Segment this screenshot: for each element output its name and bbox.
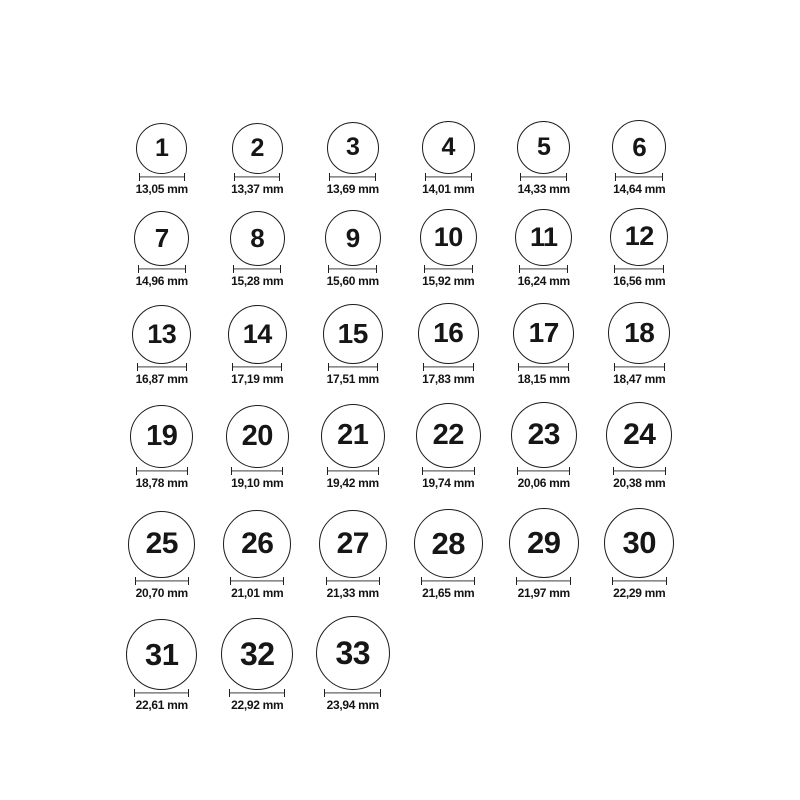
ring-size-number: 13: [147, 318, 177, 349]
ring-circle: [134, 211, 189, 266]
ring-circle: [128, 511, 195, 578]
ring-size-number: 2: [250, 133, 264, 162]
ring-size-cell: [592, 196, 688, 288]
ring-size-cell: [592, 386, 688, 490]
ring-size-cell: [401, 288, 497, 386]
diameter-measure-line: [135, 577, 189, 585]
ring-size-cell: [114, 490, 210, 600]
ring-circle: [325, 210, 381, 266]
ring-circle: [517, 121, 570, 174]
diameter-label: 18,78 mm: [135, 475, 188, 490]
diameter-label: 14,33 mm: [517, 181, 570, 196]
ring-size-cell: [401, 196, 497, 288]
diameter-label: 22,92 mm: [231, 697, 284, 712]
ring-size-number: 19: [146, 419, 178, 452]
ring-size-number: 10: [433, 221, 463, 252]
ring-circle: [126, 619, 197, 690]
ring-size-number: 16: [433, 317, 464, 349]
ring-size-number: 1: [155, 133, 169, 162]
diameter-label: 19,10 mm: [231, 475, 284, 490]
diameter-measure-line: [230, 577, 284, 585]
diameter-label: 18,15 mm: [517, 371, 570, 386]
ring-circle: [319, 510, 387, 578]
ring-size-cell: [496, 196, 592, 288]
ring-size-number: 30: [622, 525, 656, 561]
ring-circle: [511, 402, 577, 468]
ring-size-cell: [305, 490, 401, 600]
diameter-measure-line: [231, 467, 283, 475]
diameter-measure-line: [423, 363, 474, 371]
diameter-label: 17,83 mm: [422, 371, 475, 386]
ring-size-cell: [114, 600, 210, 712]
ring-size-number: 24: [623, 417, 656, 451]
ring-size-cell: [592, 490, 688, 600]
ring-size-number: 17: [528, 317, 559, 349]
diameter-measure-line: [139, 173, 185, 181]
ring-size-cell: [210, 288, 306, 386]
ring-circle: [414, 509, 483, 578]
diameter-label: 18,47 mm: [613, 371, 666, 386]
ring-size-number: 23: [527, 417, 560, 451]
diameter-label: 22,61 mm: [135, 697, 188, 712]
ring-size-cell: [210, 600, 306, 712]
diameter-label: 19,42 mm: [326, 475, 379, 490]
ring-size-cell: [305, 386, 401, 490]
diameter-measure-line: [138, 265, 186, 273]
ring-size-number: 11: [529, 221, 558, 252]
ring-size-cell: [114, 112, 210, 196]
ring-circle: [610, 208, 668, 266]
diameter-label: 20,38 mm: [613, 475, 666, 490]
ring-circle: [509, 508, 579, 578]
ring-size-number: 27: [336, 526, 369, 560]
diameter-measure-line: [329, 173, 376, 181]
ring-circle: [228, 305, 287, 364]
ring-circle: [132, 305, 191, 364]
ring-size-row: [114, 600, 692, 712]
ring-size-number: 9: [345, 222, 360, 253]
diameter-measure-line: [518, 363, 569, 371]
ring-size-cell: [401, 386, 497, 490]
ring-circle: [230, 211, 285, 266]
ring-size-number: 14: [242, 318, 272, 349]
ring-circle: [232, 123, 283, 174]
ring-size-cell: [114, 196, 210, 288]
diameter-label: 20,06 mm: [517, 475, 570, 490]
ring-size-number: 18: [624, 316, 655, 348]
ring-size-cell: [210, 386, 306, 490]
ring-size-cell: [496, 386, 592, 490]
ring-size-cell: [210, 196, 306, 288]
ring-size-cell: [496, 112, 592, 196]
diameter-label: 16,56 mm: [613, 273, 666, 288]
ring-size-chart: [114, 112, 692, 712]
diameter-measure-line: [137, 363, 187, 371]
ring-size-number: 20: [241, 419, 273, 452]
diameter-measure-line: [520, 173, 567, 181]
diameter-measure-line: [134, 689, 189, 697]
diameter-label: 22,29 mm: [613, 585, 666, 600]
ring-size-cell: [305, 196, 401, 288]
ring-circle: [321, 404, 385, 468]
ring-size-number: 6: [632, 131, 647, 162]
diameter-label: 21,01 mm: [231, 585, 284, 600]
diameter-label: 15,92 mm: [422, 273, 475, 288]
ring-size-number: 3: [346, 133, 360, 162]
ring-circle: [418, 303, 479, 364]
ring-size-row: [114, 288, 692, 386]
diameter-measure-line: [327, 467, 379, 475]
diameter-measure-line: [136, 467, 188, 475]
ring-circle: [221, 618, 293, 690]
ring-size-number: 4: [441, 132, 455, 161]
diameter-measure-line: [519, 265, 568, 273]
ring-size-number: 21: [337, 419, 369, 452]
diameter-measure-line: [517, 467, 570, 475]
ring-circle: [515, 209, 572, 266]
ring-size-number: 32: [239, 635, 275, 672]
ring-size-cell: [496, 490, 592, 600]
ring-size-cell: [401, 112, 497, 196]
diameter-measure-line: [421, 577, 475, 585]
ring-size-row: [114, 490, 692, 600]
diameter-measure-line: [516, 577, 571, 585]
ring-circle: [226, 405, 289, 468]
ring-size-cell: [592, 112, 688, 196]
diameter-label: 16,87 mm: [135, 371, 188, 386]
diameter-label: 14,01 mm: [422, 181, 475, 196]
ring-size-number: 8: [250, 223, 265, 254]
ring-size-number: 7: [154, 223, 169, 254]
diameter-label: 15,60 mm: [326, 273, 379, 288]
ring-size-number: 15: [337, 317, 368, 349]
ring-size-number: 5: [537, 132, 551, 161]
diameter-label: 21,33 mm: [326, 585, 379, 600]
diameter-label: 17,19 mm: [231, 371, 284, 386]
ring-size-number: 28: [431, 525, 465, 561]
ring-size-number: 26: [241, 526, 274, 560]
diameter-measure-line: [324, 689, 381, 697]
ring-size-cell: [114, 288, 210, 386]
ring-circle: [608, 302, 670, 364]
ring-size-cell: [305, 600, 401, 712]
ring-circle: [223, 510, 291, 578]
diameter-label: 17,51 mm: [326, 371, 379, 386]
diameter-label: 21,65 mm: [422, 585, 475, 600]
ring-size-number: 33: [335, 634, 371, 671]
ring-circle: [612, 120, 666, 174]
diameter-label: 15,28 mm: [231, 273, 284, 288]
diameter-measure-line: [615, 173, 663, 181]
ring-circle: [420, 209, 477, 266]
diameter-label: 14,64 mm: [613, 181, 666, 196]
ring-size-number: 22: [432, 418, 464, 451]
diameter-measure-line: [328, 363, 378, 371]
diameter-measure-line: [234, 173, 280, 181]
ring-size-cell: [210, 112, 306, 196]
ring-size-number: 25: [145, 527, 178, 561]
ring-size-row: [114, 386, 692, 490]
ring-circle: [422, 121, 475, 174]
diameter-label: 20,70 mm: [135, 585, 188, 600]
diameter-measure-line: [613, 467, 666, 475]
ring-circle: [606, 402, 672, 468]
ring-circle: [513, 303, 574, 364]
ring-circle: [316, 616, 390, 690]
diameter-measure-line: [422, 467, 475, 475]
diameter-measure-line: [232, 363, 282, 371]
ring-size-cell: [210, 490, 306, 600]
ring-size-cell: [114, 386, 210, 490]
diameter-measure-line: [614, 363, 665, 371]
ring-circle: [604, 508, 674, 578]
ring-circle: [130, 405, 193, 468]
ring-circle: [136, 123, 187, 174]
diameter-label: 13,69 mm: [326, 181, 379, 196]
diameter-label: 23,94 mm: [326, 697, 379, 712]
diameter-label: 16,24 mm: [517, 273, 570, 288]
diameter-measure-line: [229, 689, 285, 697]
diameter-measure-line: [612, 577, 667, 585]
diameter-measure-line: [425, 173, 472, 181]
ring-size-cell: [496, 288, 592, 386]
diameter-measure-line: [424, 265, 473, 273]
ring-size-row: [114, 112, 692, 196]
ring-size-cell: [592, 288, 688, 386]
diameter-measure-line: [326, 577, 380, 585]
ring-circle: [323, 304, 383, 364]
diameter-label: 21,97 mm: [517, 585, 570, 600]
diameter-measure-line: [233, 265, 281, 273]
diameter-measure-line: [328, 265, 377, 273]
ring-size-number: 29: [527, 525, 561, 561]
diameter-label: 13,05 mm: [135, 181, 188, 196]
diameter-measure-line: [614, 265, 664, 273]
ring-circle: [327, 122, 379, 174]
ring-size-number: 31: [145, 636, 179, 672]
ring-circle: [416, 403, 481, 468]
ring-size-number: 12: [624, 221, 654, 252]
ring-size-cell: [305, 112, 401, 196]
ring-size-cell: [305, 288, 401, 386]
ring-size-cell: [401, 490, 497, 600]
diameter-label: 13,37 mm: [231, 181, 284, 196]
ring-size-row: [114, 196, 692, 288]
diameter-label: 14,96 mm: [135, 273, 188, 288]
diameter-label: 19,74 mm: [422, 475, 475, 490]
